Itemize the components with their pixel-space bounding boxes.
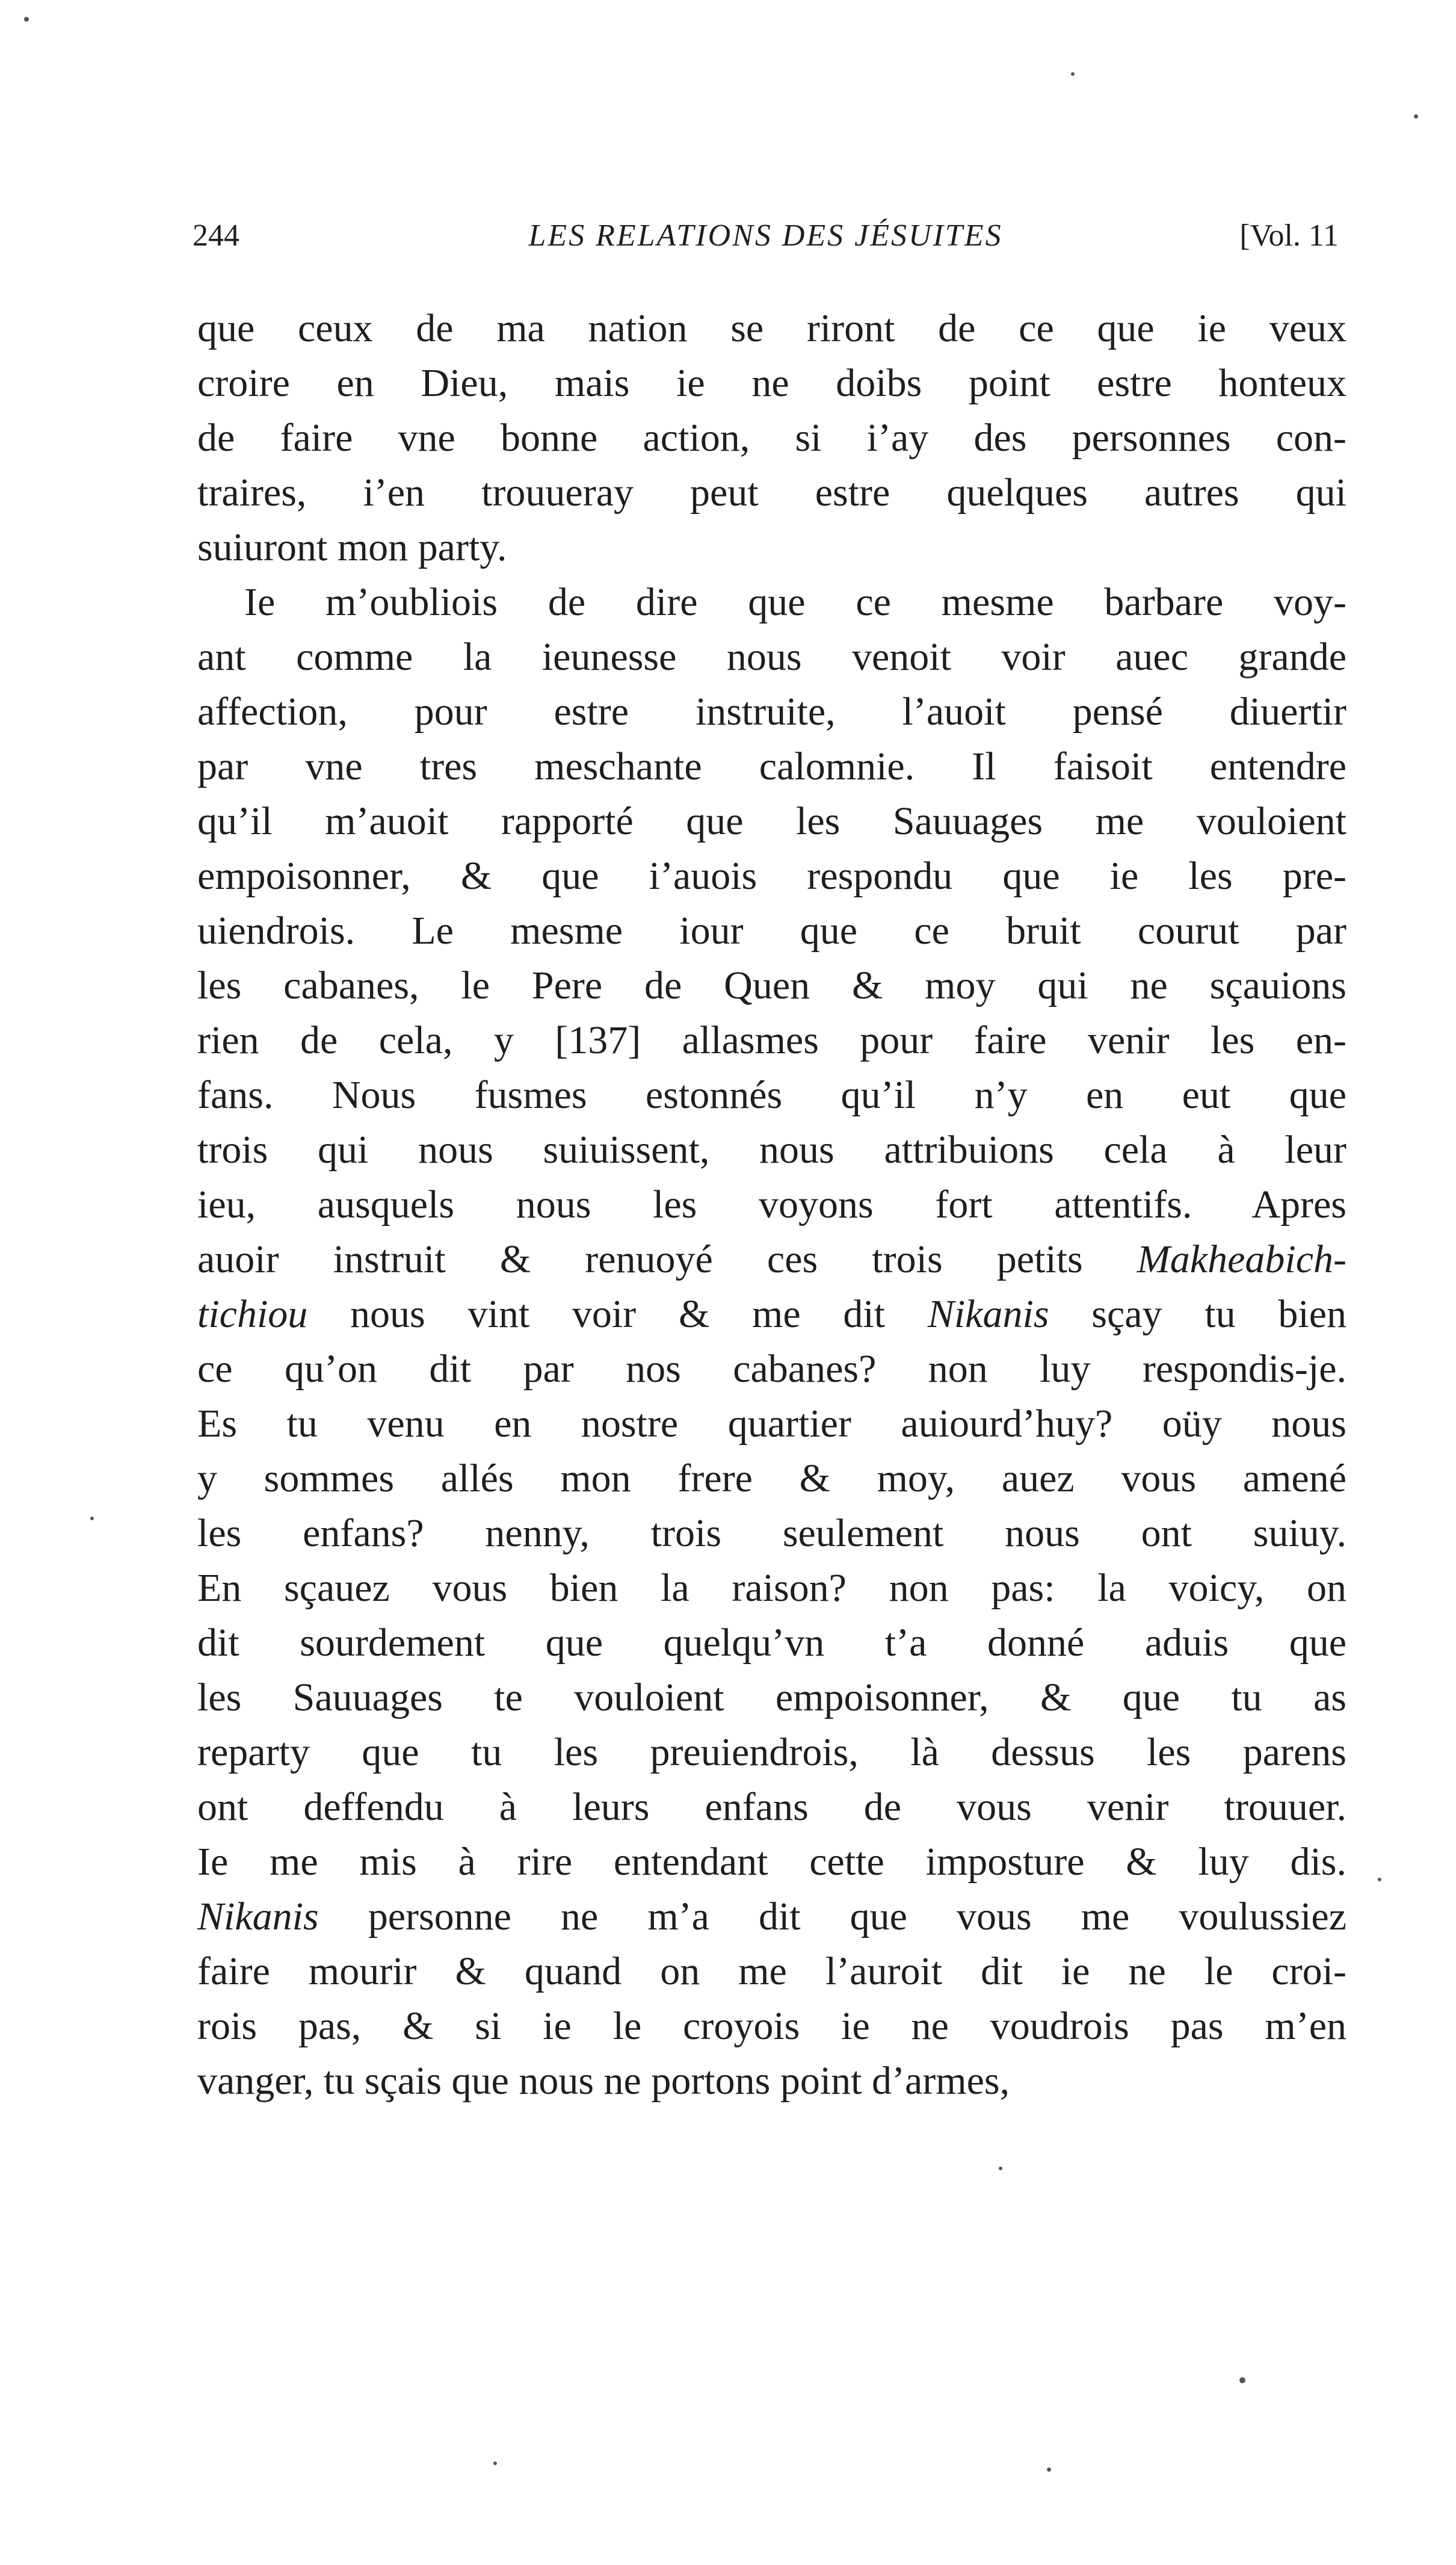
text-line — [197, 410, 1346, 465]
scan-speck — [1047, 2468, 1051, 2472]
text-line — [197, 1068, 1346, 1122]
text-segment: par vne tres meschante calomnie. Il faisoit entendre — [197, 744, 1346, 788]
text-segment: personne ne m’a dit que vous me voulussiez — [318, 1895, 1346, 1938]
text-segment: dit sourdement que quelqu’vn t’a donné aduis que — [197, 1621, 1346, 1665]
text-segment: les cabanes, le Pere de Quen & moy qui ne sçauions — [197, 964, 1346, 1007]
text-line — [197, 301, 1346, 356]
text-line — [197, 1506, 1346, 1561]
text-segment: qu’il m’auoit rapporté que les Sauuages me vouloient — [197, 799, 1346, 843]
text-line — [197, 1177, 1346, 1232]
text-segment: reparty que tu les preuiendrois, là dessus les parens — [197, 1730, 1346, 1774]
text-line — [197, 794, 1346, 849]
text-segment: sçay tu bien — [1049, 1292, 1346, 1336]
text-line — [197, 1232, 1346, 1287]
text-segment: ce qu’on dit par nos cabanes? non luy respondis-je. — [197, 1347, 1346, 1391]
text-line — [197, 2053, 1346, 2108]
text-segment: auoir instruit & renuoyé ces trois petits — [197, 1237, 1137, 1281]
text-segment: y sommes allés mon frere & moy, auez vous amené — [197, 1456, 1346, 1500]
text-segment: croire en Dieu, mais ie ne doibs point estre honteux — [197, 361, 1346, 405]
text-segment: Ie me mis à rire entendant cette imposture & luy dis. — [197, 1840, 1346, 1884]
text-line — [197, 1287, 1346, 1341]
scan-speck — [999, 2167, 1002, 2170]
text-segment: rois pas, & si ie le croyois ie ne voudrois pas m’en — [197, 2004, 1346, 2048]
text-line — [197, 1396, 1346, 1451]
text-segment: suiuront mon party. — [197, 525, 507, 569]
text-line — [197, 630, 1346, 684]
text-segment: ont deffendu à leurs enfans de vous venir trouuer. — [197, 1785, 1346, 1829]
scan-speck — [24, 17, 29, 22]
text-line — [197, 1341, 1346, 1396]
text-segment: faire mourir & quand on me l’auroit dit ie ne le croi- — [197, 1949, 1346, 1993]
text-line — [197, 1122, 1346, 1177]
italic-word: tichiou — [197, 1292, 308, 1336]
body-text — [197, 301, 1346, 2108]
text-segment: ant comme la ieunesse nous venoit voir auec grande — [197, 635, 1346, 679]
text-segment: ieu, ausquels nous les voyons fort attentifs. Apres — [197, 1183, 1346, 1227]
text-segment: empoisonner, & que i’auois respondu que ie les pre- — [197, 854, 1346, 898]
text-line — [197, 356, 1346, 410]
text-line — [197, 1615, 1346, 1670]
text-segment: rien de cela, y [137] allasmes pour faire venir les en- — [197, 1018, 1346, 1062]
text-segment: les enfans? nenny, trois seulement nous ont suiuy. — [197, 1511, 1346, 1555]
text-segment: les Sauuages te vouloient empoisonner, & que tu as — [197, 1675, 1346, 1719]
scan-speck — [1414, 114, 1418, 119]
text-line — [197, 958, 1346, 1013]
text-line — [197, 1670, 1346, 1725]
text-segment: que ceux de ma nation se riront de ce que ie veux — [197, 306, 1346, 350]
scan-speck — [90, 1517, 94, 1520]
text-line — [197, 684, 1346, 739]
text-segment: Es tu venu en nostre quartier auiourd’huy? oüy nous — [197, 1402, 1346, 1446]
page-number: 244 — [193, 218, 239, 253]
scan-speck — [1378, 1878, 1381, 1881]
text-segment: vanger, tu sçais que nous ne portons point d’armes, — [197, 2059, 1010, 2103]
italic-word: Nikanis — [197, 1895, 319, 1938]
text-segment: Ie m’oubliois de dire que ce mesme barbare voy- — [244, 580, 1346, 624]
running-header — [193, 212, 1339, 260]
text-line — [197, 1780, 1346, 1834]
volume-label: [Vol. 11 — [1239, 218, 1339, 253]
text-segment: fans. Nous fusmes estonnés qu’il n’y en eut que — [197, 1073, 1346, 1117]
scan-speck — [1239, 2377, 1245, 2383]
italic-word: Nikanis — [927, 1292, 1049, 1336]
text-segment: de faire vne bonne action, si i’ay des personnes con- — [197, 416, 1346, 460]
text-line — [197, 1561, 1346, 1615]
italic-word: Makheabich- — [1137, 1237, 1346, 1281]
text-line — [197, 1451, 1346, 1506]
text-line — [197, 903, 1346, 958]
text-line — [197, 1834, 1346, 1889]
text-line — [197, 739, 1346, 794]
text-line — [197, 520, 1346, 575]
text-segment: traires, i’en trouueray peut estre quelques autres qui — [197, 471, 1346, 515]
scan-speck — [1071, 72, 1075, 76]
text-line — [197, 1944, 1346, 1999]
text-segment: En sçauez vous bien la raison? non pas: la voicy, on — [197, 1566, 1346, 1610]
text-line — [197, 1013, 1346, 1068]
text-line — [197, 1999, 1346, 2053]
text-line — [197, 465, 1346, 520]
text-segment: trois qui nous suiuissent, nous attribuions cela à leur — [197, 1128, 1346, 1172]
text-line — [197, 1725, 1346, 1780]
text-segment: nous vint voir & me dit — [307, 1292, 928, 1336]
text-line — [197, 575, 1346, 630]
text-segment: uiendrois. Le mesme iour que ce bruit courut par — [197, 909, 1346, 953]
running-title: LES RELATIONS DES JÉSUITES — [528, 218, 1003, 253]
scan-speck — [493, 2461, 497, 2465]
text-line — [197, 849, 1346, 903]
text-line — [197, 1889, 1346, 1944]
text-segment: affection, pour estre instruite, l’auoit pensé diuertir — [197, 690, 1346, 734]
